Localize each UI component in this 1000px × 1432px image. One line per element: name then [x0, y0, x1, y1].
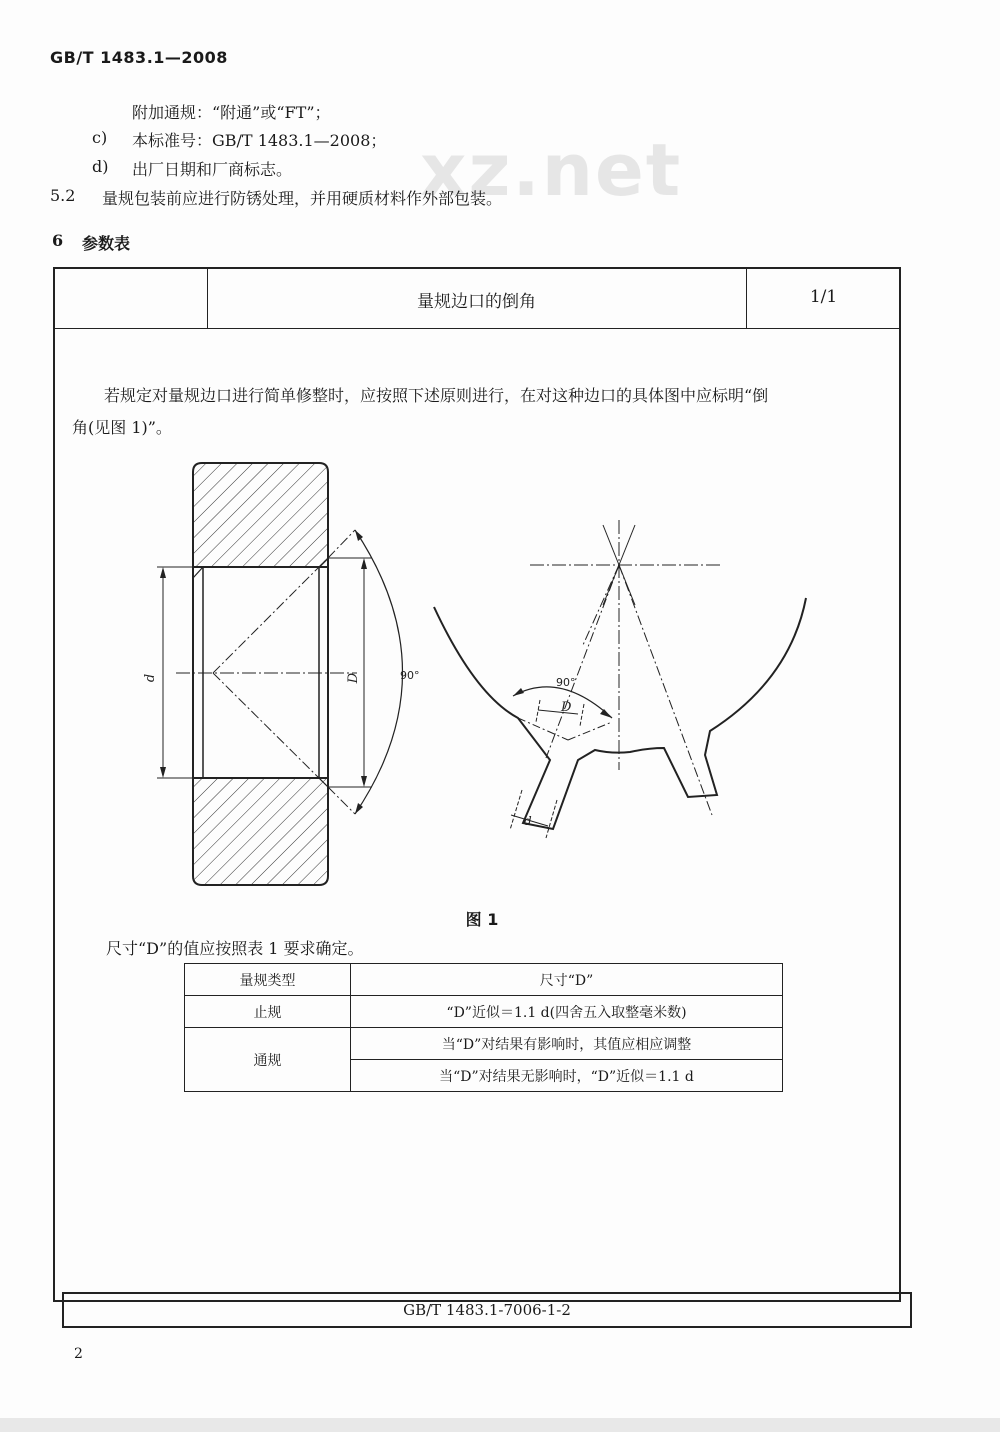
table-header-row [185, 964, 783, 996]
list-text-d: 出厂日期和厂商标志。 [132, 160, 293, 179]
figure-caption: 图 1 [465, 910, 499, 929]
left-gauge-section-view [157, 463, 403, 885]
sheet-paragraph-line1: 若规定对量规边口进行简单修整时，应按照下述原则进行，在对这种边口的具体图中应标明“倒 [104, 386, 769, 405]
left-dimension-D-label: D [346, 672, 361, 684]
table-row [185, 996, 783, 1028]
right-dimension-d-label: d [524, 814, 532, 828]
table-intro-text: 尺寸“D”的值应按照表 1 要求确定。 [106, 939, 364, 958]
table-cell-value: “D”近似＝1.1 d(四舍五入取整毫米数) [351, 996, 783, 1028]
list-text-c: 本标准号：GB/T 1483.1—2008； [132, 131, 387, 150]
section-6-title: 参数表 [82, 234, 131, 253]
right-gauge-detail-view [434, 520, 806, 838]
watermark: xz.net [420, 128, 683, 212]
list-label-c: c) [92, 128, 108, 147]
table-cell-type: 通规 [185, 1028, 351, 1092]
table-header-type: 量规类型 [185, 964, 351, 996]
left-dimension-d-label: d [143, 673, 158, 683]
list-label-d: d) [92, 157, 109, 176]
section-5-2-text: 量规包装前应进行防锈处理，并用硬质材料作外部包装。 [102, 189, 503, 208]
left-angle-label: 90° [400, 669, 420, 682]
page-number: 2 [74, 1346, 83, 1362]
sheet-footer-code: GB/T 1483.1-7006-1-2 [62, 1292, 912, 1328]
right-dimension-D-label: D [561, 700, 572, 715]
table-cell-type: 止规 [185, 996, 351, 1028]
sheet-title: 量规边口的倒角 [417, 292, 536, 312]
dimension-D-table [184, 963, 783, 1092]
table-row [185, 1028, 783, 1060]
list-line-a: 附加通规：“附通”或“FT”； [132, 103, 331, 122]
section-5-2-number: 5.2 [50, 186, 76, 205]
sheet-page-indicator: 1/1 [809, 287, 838, 307]
table-header-dimension: 尺寸“D” [351, 964, 783, 996]
table-cell-value: 当“D”对结果有影响时，其值应相应调整 [351, 1028, 783, 1060]
section-6-number: 6 [52, 231, 64, 250]
scan-bottom-band [0, 1418, 1000, 1432]
sheet-paragraph-line2: 角(见图 1)”。 [72, 418, 172, 437]
right-angle-label: 90° [556, 676, 576, 689]
document-header-code: GB/T 1483.1—2008 [50, 48, 228, 67]
table-cell-value: 当“D”对结果无影响时，“D”近似＝1.1 d [351, 1060, 783, 1092]
